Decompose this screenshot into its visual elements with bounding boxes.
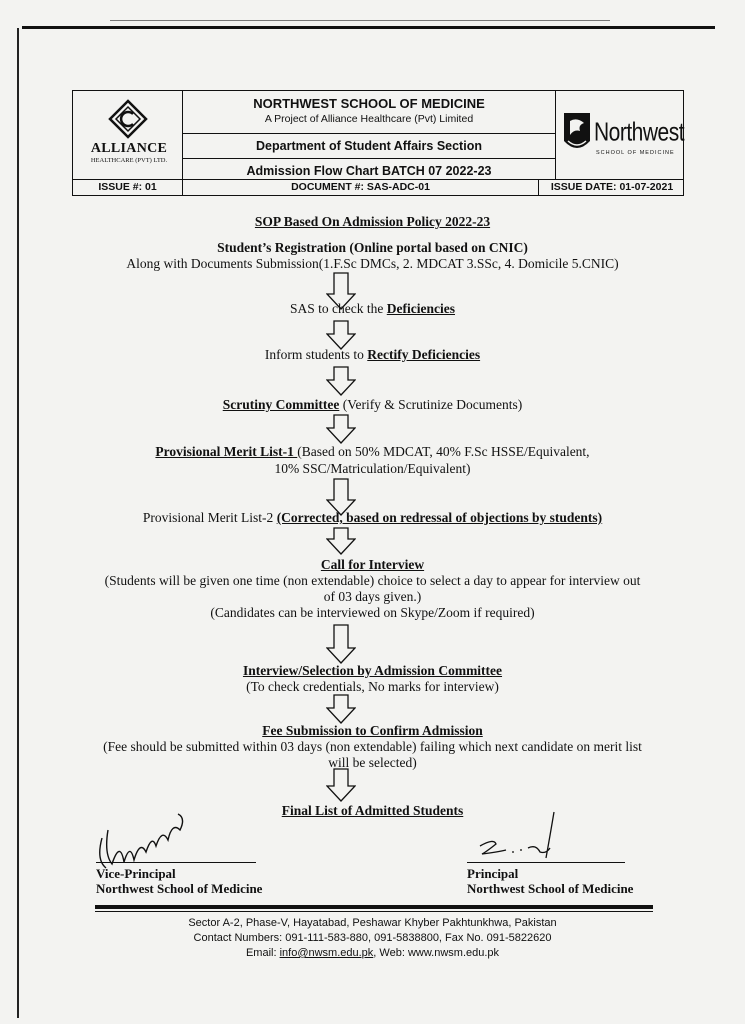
vice-principal-title: Vice-Principal [96,866,176,881]
vice-principal-org: Northwest School of Medicine [96,881,263,896]
northwest-name: Northwest [594,118,685,147]
flow-arrow-icon [326,366,356,396]
footer-email-web [0,945,745,961]
footer-web: , Web: www.nwsm.edu.pk [373,947,500,959]
alliance-name: ALLIANCE [90,141,168,156]
header-department [183,134,555,159]
interview-line3: (Candidates can be interviewed on Skype/Zoom if required) [210,605,535,620]
northwest-logo [555,91,683,179]
document-number: DOCUMENT #: SAS-ADC-01 [183,180,539,196]
principal-signature [470,808,580,864]
pml2-label: (Corrected, based on redressal of objections by students) [276,510,603,525]
pml2-step [0,510,745,526]
header-org [183,96,555,134]
registration-desc: Along with Documents Submission(1.F.Sc DMCs, 2. MDCAT 3.SSc, 4. Domicile 5.CNIC) [126,256,619,271]
fee-title: Fee Submission to Confirm Admission [262,723,483,738]
northwest-sub: SCHOOL OF MEDICINE [596,150,675,156]
flow-arrow-icon [326,768,356,802]
issue-number: ISSUE #: 01 [73,180,183,196]
chart-title: Admission Flow Chart BATCH 07 2022-23 [246,164,492,178]
flow-arrow-icon [326,624,356,664]
fee-line2: will be selected) [328,755,417,770]
deficiencies-pre: SAS to check the [290,301,387,316]
interview-title: Call for Interview [320,557,425,572]
footer-email-label: Email: [245,947,280,959]
issue-date: ISSUE DATE: 01-07-2021 [550,181,674,193]
flow-arrow-icon [326,527,356,555]
footer-contact: Contact Numbers: 091-111-583-880, 091-5838800, Fax No. 091-5822620 [193,932,552,944]
rectify-pre: Inform students to [264,347,368,362]
org-subtitle: A Project of Alliance Healthcare (Pvt) Limited [264,113,474,125]
final-title: Final List of Admitted Students [281,803,464,818]
flow-arrow-icon [326,414,356,444]
deficiencies-label: Deficiencies [386,301,455,316]
alliance-sub: HEALTHCARE (PVT) LTD. [90,157,168,164]
flow-arrow-icon [326,694,356,724]
deficiencies-step [0,301,745,317]
footer-rule [95,905,653,909]
principal-sign-line [467,862,625,863]
interview-line2: of 03 days given.) [323,589,422,604]
footer-email-link[interactable]: info@nwsm.edu.pk [279,947,374,959]
scan-artifact-line [110,20,610,21]
pml1-step [0,444,745,460]
header-center [183,91,555,179]
flow-arrow-icon [326,320,356,350]
scrutiny-label: Scrutiny Committee [222,397,340,412]
interview-line1: (Students will be given one time (non extendable) choice to select a day to appear for interview out [104,573,641,588]
principal-org: Northwest School of Medicine [467,881,634,896]
alliance-logo [73,91,183,179]
scrutiny-post: (Verify & Scrutinize Documents) [339,397,523,412]
selection-desc: (To check credentials, No marks for interview) [246,679,499,694]
registration-title: Student’s Registration (Online portal based on CNIC) [217,240,528,255]
pml1-post: (Based on 50% MDCAT, 40% F.Sc HSSE/Equivalent, [297,444,590,459]
rectify-label: Rectify Deficiencies [367,347,481,362]
alliance-emblem-icon [108,99,148,139]
scrutiny-step [0,397,745,413]
principal-title: Principal [467,866,519,881]
fee-line1: (Fee should be submitted within 03 days (non extendable) failing which next candidate on merit list [103,739,642,754]
pml2-pre: Provisional Merit List-2 [142,510,277,525]
document-header [72,90,684,196]
pml1-line2: 10% SSC/Matriculation/Equivalent) [274,461,471,476]
department-name: Department of Student Affairs Section [256,139,482,153]
footer-address: Sector A-2, Phase-V, Hayatabad, Peshawar Khyber Pakhtunkhwa, Pakistan [188,917,557,929]
footer-rule [95,911,653,912]
sop-title: SOP Based On Admission Policy 2022-23 [254,214,491,229]
pml1-label: Provisional Merit List-1 [155,444,298,459]
scan-artifact-line [22,26,715,29]
rectify-step [0,347,745,363]
header-meta-row [73,179,683,195]
selection-title: Interview/Selection by Admission Committee [242,663,503,678]
org-name: NORTHWEST SCHOOL OF MEDICINE [253,96,485,111]
vice-principal-sign-line [96,862,256,863]
northwest-emblem-icon [560,111,594,157]
